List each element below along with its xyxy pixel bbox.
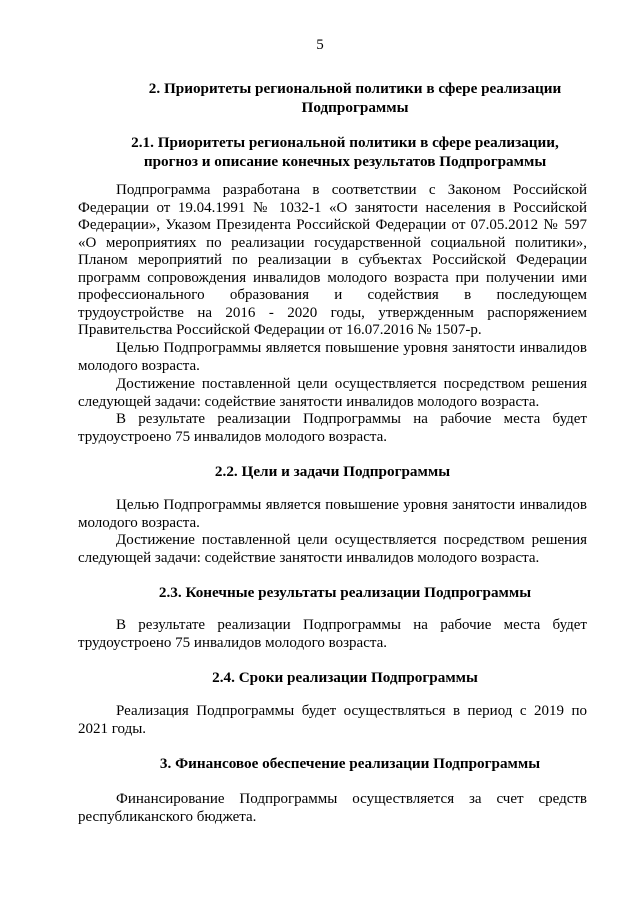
section-3-paragraph: Финансирование Подпрограммы осуществляется за счет средств республиканского бюджета.: [78, 791, 587, 825]
section-2-1-heading-line1: 2.1. Приоритеты региональной политики в сфере реализации,: [131, 134, 559, 151]
section-2-1-heading-line2: прогноз и описание конечных результатов Подпрограммы: [143, 153, 547, 170]
section-2-4-paragraph: Реализация Подпрограммы будет осуществляться в период с 2019 по 2021 годы.: [78, 703, 587, 737]
section-2-heading-line1: 2. Приоритеты региональной политики в сфере реализации: [148, 80, 562, 97]
section-2-2-paragraph: Достижение поставленной цели осуществляется посредством решения следующей задачи: содействие занятости инвалидов молодого возраста.: [78, 532, 587, 566]
section-2-2-heading: 2.2. Цели и задачи Подпрограммы: [214, 463, 451, 480]
page-number: 5: [316, 37, 324, 53]
section-2-1-heading: [110, 133, 580, 171]
section-2-3-heading: 2.3. Конечные результаты реализации Подпрограммы: [158, 584, 532, 601]
section-2-heading: [120, 79, 590, 117]
section-2-1-paragraph: В результате реализации Подпрограммы на рабочие места будет трудоустроено 75 инвалидов молодого возраста.: [78, 411, 587, 445]
section-2-3-paragraph: В результате реализации Подпрограммы на рабочие места будет трудоустроено 75 инвалидов молодого возраста.: [78, 617, 587, 651]
section-2-1-paragraph: Целью Подпрограммы является повышение уровня занятости инвалидов молодого возраста.: [78, 340, 587, 374]
section-2-heading-line2: Подпрограммы: [301, 99, 409, 116]
section-2-2-paragraph: Целью Подпрограммы является повышение уровня занятости инвалидов молодого возраста.: [78, 497, 587, 531]
section-2-4-heading: 2.4. Сроки реализации Подпрограммы: [212, 669, 478, 686]
section-2-1-paragraph: Подпрограмма разработана в соответствии с Законом Российской Федерации от 19.04.1991 № 1032-1 «О занятости населения в Российской Федерации», Указом Президента Российской Федерации от 07.05.2012 № 597 «О мероприятиях по реализации государственной социальной политики», Планом мероприятий по реализации в субъектах Российской Федерации программ сопровождения инвалидов молодого возраста при получении ими профессионального образования и содействия в последующем трудоустройстве на 2016 - 2020 годы, утвержденным распоряжением Правительства Российской Федерации от 16.07.2016 № 1507-р.: [78, 182, 587, 338]
section-2-1-paragraph: Достижение поставленной цели осуществляется посредством решения следующей задачи: содействие занятости инвалидов молодого возраста.: [78, 376, 587, 410]
section-3-heading: 3. Финансовое обеспечение реализации Подпрограммы: [159, 755, 541, 772]
